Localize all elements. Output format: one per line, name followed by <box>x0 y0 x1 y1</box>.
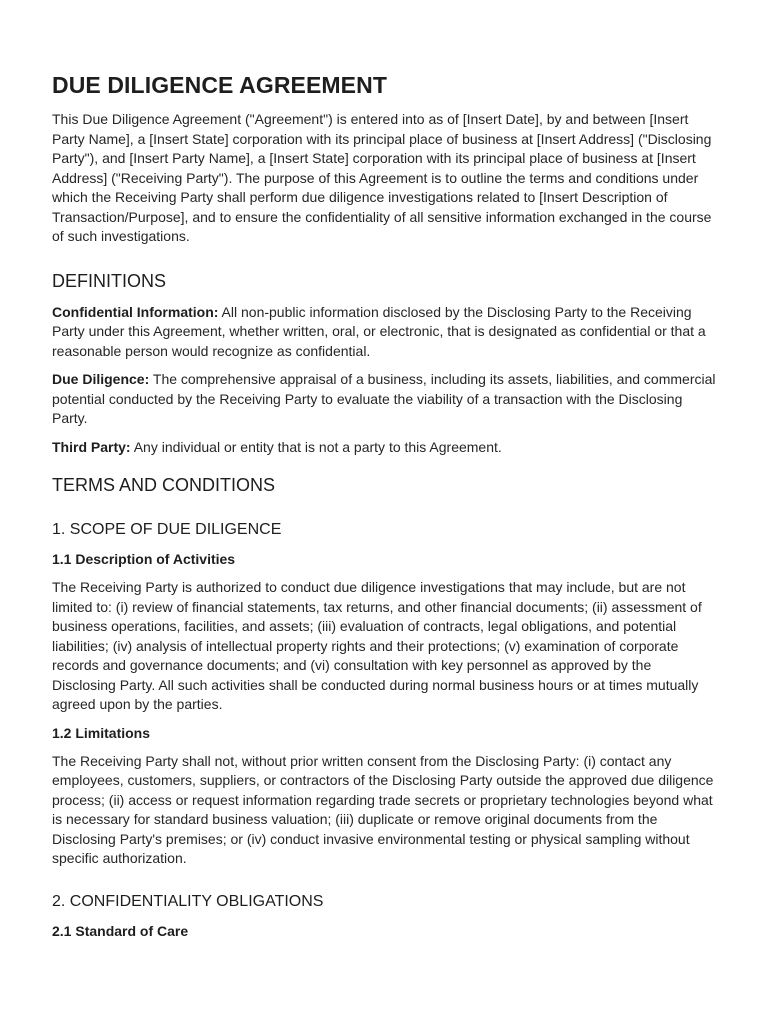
definition-confidential-information <box>52 303 718 362</box>
definitions-list <box>52 303 718 458</box>
definitions-heading: DEFINITIONS <box>52 270 167 291</box>
subsection-1-1-text: The Receiving Party is authorized to conduct due diligence investigations that may include, but are not limited to: (i) review of financial statements, tax returns, and other financial documents; (ii) assessment of business operations, facilities, and assets; (iii) evaluation of contracts, legal obligations, and potential liabilities; (iv) analysis of intellectual property rights and their protections; (v) examination of corporate records and governance documents; and (vi) consultation with key personnel as approved by the Disclosing Party. All such activities shall be conducted during normal business hours or at times mutually agreed upon by the parties. <box>52 579 702 712</box>
section-1-heading: 1. SCOPE OF DUE DILIGENCE <box>52 521 282 538</box>
subsection-1-2-text: The Receiving Party shall not, without prior written consent from the Disclosing Party: (i) contact any employees, customers, suppliers, or contractors of the Disclosing Party outside the approved due diligence process; (ii) access or request information regarding trade secrets or proprietary technologies beyond what is necessary for standard business valuation; (iii) duplicate or remove original documents from the Disclosing Party's premises; or (iv) conduct invasive environmental testing or physical sampling without specific authorization. <box>52 752 714 866</box>
document-title: DUE DILIGENCE AGREEMENT <box>52 72 387 98</box>
definition-text: All non-public information disclosed by the Disclosing Party to the Receiving Party under this Agreement, whether written, oral, or electronic, that is designated as confidential or that a reasonable person would recognize as confidential. <box>52 303 706 359</box>
section-2-heading: 2. CONFIDENTIALITY OBLIGATIONS <box>52 892 324 910</box>
definition-due-diligence <box>52 370 718 429</box>
subsection-1-1-heading: 1.1 Description of Activities <box>52 551 236 567</box>
definition-term: Due Diligence: <box>52 371 150 387</box>
definition-third-party <box>52 438 718 458</box>
terms-heading: TERMS AND CONDITIONS <box>52 475 276 495</box>
definition-term: Third Party: <box>52 438 131 455</box>
intro-paragraph: This Due Diligence Agreement ("Agreement") is entered into as of [Insert Date], by and between [Insert Party Name], a [Insert State] corporation with its principal place of business at [Insert Address] ("Disclosing Party"), and [Insert Party Name], a [Insert State] corporation with its principal place of business at [Insert Address] ("Receiving Party"). The purpose of this Agreement is to outline the terms and conditions under which the Receiving Party shall perform due diligence investigations related to [Insert Description of Transaction/Purpose], and to ensure the confidentiality of all sensitive information exchanged in the course of such investigations. <box>52 111 712 244</box>
subsection-1-2-heading: 1.2 Limitations <box>52 724 151 741</box>
definition-text: The comprehensive appraisal of a business, including its assets, liabilities, and commercial potential conducted by the Receiving Party to evaluate the viability of a transaction with the Disclosing Party. <box>52 371 716 426</box>
subsection-2-1-heading: 2.1 Standard of Care <box>52 922 189 939</box>
definition-text: Any individual or entity that is not a party to this Agreement. <box>130 438 502 455</box>
definition-term: Confidential Information: <box>52 303 219 320</box>
